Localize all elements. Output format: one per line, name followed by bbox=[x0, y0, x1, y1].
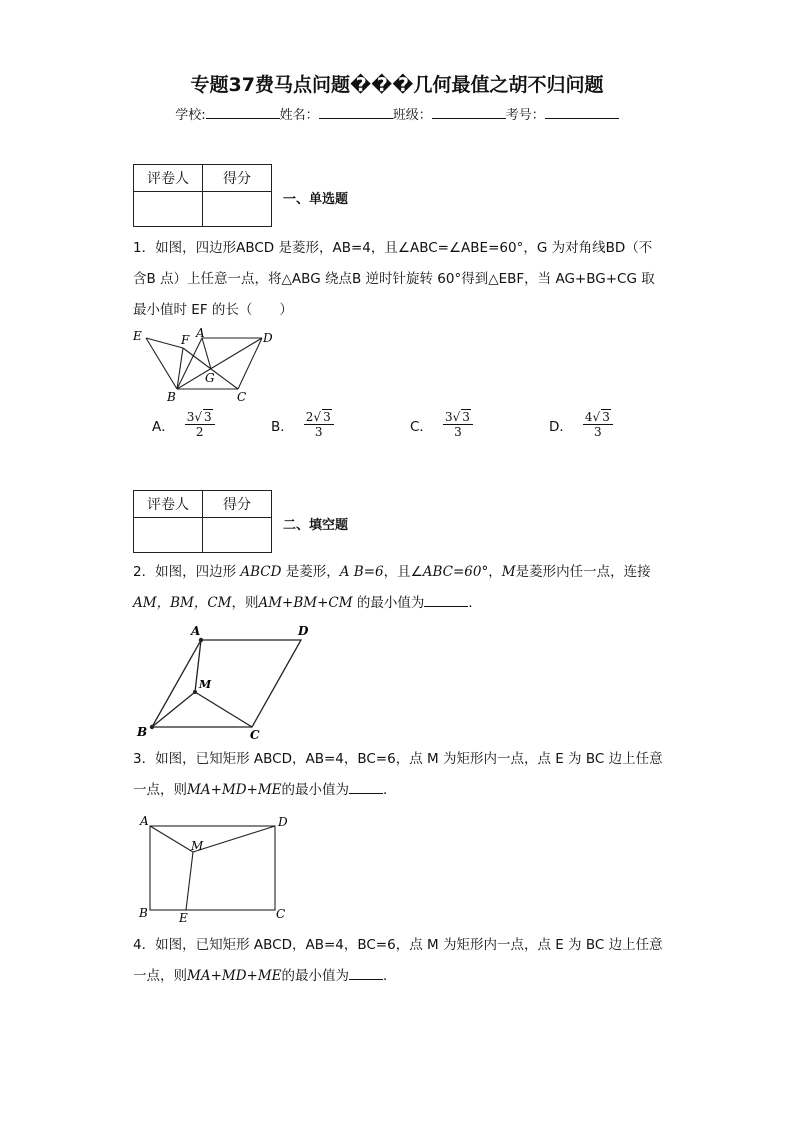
q2-figure bbox=[132, 622, 312, 742]
q3-answer-blank[interactable] bbox=[349, 779, 383, 794]
q3-label-c: C bbox=[276, 907, 286, 921]
q1-label-c: C bbox=[237, 390, 247, 404]
q2-label-c: C bbox=[250, 728, 260, 742]
q3-figure bbox=[136, 810, 296, 930]
section-heading-single-choice: 一、单选题 bbox=[283, 192, 349, 207]
exam-no-blank[interactable] bbox=[545, 105, 619, 119]
option-fraction: $\frac{3√ 3}{2}$ bbox=[185, 410, 215, 439]
student-info-line bbox=[0, 104, 794, 123]
grader-header: 评卷人 bbox=[134, 491, 203, 518]
exam-no-label: 考号： bbox=[505, 108, 545, 123]
q1-label-b: B bbox=[167, 390, 176, 404]
question-3-text: 3．如图，已知矩形 ABCD，AB=4，BC=6，点 M 为矩形内一点，点 E 为 BC 边上任意 一点，则MA+MD+ME的最小值为 ． bbox=[133, 751, 663, 798]
grader-cell[interactable] bbox=[134, 518, 203, 553]
q2-label-a: A bbox=[191, 624, 201, 638]
q1-label-g: G bbox=[205, 371, 215, 385]
question-2-text: 2．如图，四边形 ABCD 是菱形，A B=6，且∠ABC=60°，M是菱形内任一点，连接 AM，BM，CM，则AM+BM+CM 的最小值为 ． bbox=[133, 564, 651, 611]
q2-label-b: B bbox=[137, 725, 148, 739]
option-letter: D． bbox=[549, 418, 573, 435]
score-table-2 bbox=[133, 490, 272, 553]
q1-option-d[interactable] bbox=[549, 410, 613, 439]
score-cell[interactable] bbox=[203, 192, 272, 227]
option-letter: A． bbox=[152, 418, 175, 435]
score-header: 得分 bbox=[203, 165, 272, 192]
name-blank[interactable] bbox=[319, 105, 393, 119]
q3-label-m: M bbox=[191, 839, 204, 853]
q3-label-e: E bbox=[179, 911, 188, 925]
question-4-text: 4．如图，已知矩形 ABCD，AB=4，BC=6，点 M 为矩形内一点，点 E 为 BC 边上任意 一点，则MA+MD+ME的最小值为 ． bbox=[133, 937, 663, 984]
question-1-text: 1．如图，四边形ABCD 是菱形，AB=4，且∠ABC=∠ABE=60°，G 为对角线BD（不含B 点）上任意一点，将△ABG 绕点B 逆时针旋转 60°得到△EBF，当 AG+BG+CG 取最小值时 EF 的长（ ） bbox=[133, 240, 655, 318]
q2-answer-blank[interactable] bbox=[424, 592, 468, 607]
score-header: 得分 bbox=[203, 491, 272, 518]
section-heading-fill-blank: 二、填空题 bbox=[283, 518, 349, 533]
class-blank[interactable] bbox=[432, 105, 506, 119]
school-blank[interactable] bbox=[206, 105, 280, 119]
option-fraction: $\frac{3√ 3}{3}$ bbox=[443, 410, 473, 439]
q1-label-e: E bbox=[133, 329, 142, 343]
option-letter: C． bbox=[410, 418, 433, 435]
q3-label-a: A bbox=[140, 814, 149, 828]
q1-label-d: D bbox=[263, 331, 273, 345]
q4-answer-blank[interactable] bbox=[349, 965, 383, 980]
q1-figure bbox=[130, 326, 280, 406]
grader-cell[interactable] bbox=[134, 192, 203, 227]
option-fraction: $\frac{2√ 3}{3}$ bbox=[304, 410, 334, 439]
q2-label-m: M bbox=[199, 678, 212, 691]
school-label: 学校: bbox=[175, 108, 206, 123]
q1-option-b[interactable] bbox=[271, 410, 334, 439]
option-fraction: $\frac{4√ 3}{3}$ bbox=[583, 410, 613, 439]
q1-label-a: A bbox=[196, 326, 205, 340]
q3-label-d: D bbox=[278, 815, 288, 829]
class-label: 班级： bbox=[392, 108, 432, 123]
grader-header: 评卷人 bbox=[134, 165, 203, 192]
q3-label-b: B bbox=[139, 906, 148, 920]
q2-label-d: D bbox=[298, 624, 309, 638]
name-label: 姓名： bbox=[279, 108, 319, 123]
score-table-1 bbox=[133, 164, 272, 227]
score-cell[interactable] bbox=[203, 518, 272, 553]
page-title: 专题37费马点问题���几何最值之胡不归问题 bbox=[190, 74, 604, 96]
option-letter: B． bbox=[271, 418, 294, 435]
q1-option-c[interactable] bbox=[410, 410, 473, 439]
q1-option-a[interactable] bbox=[152, 410, 215, 439]
q1-label-f: F bbox=[181, 333, 190, 347]
